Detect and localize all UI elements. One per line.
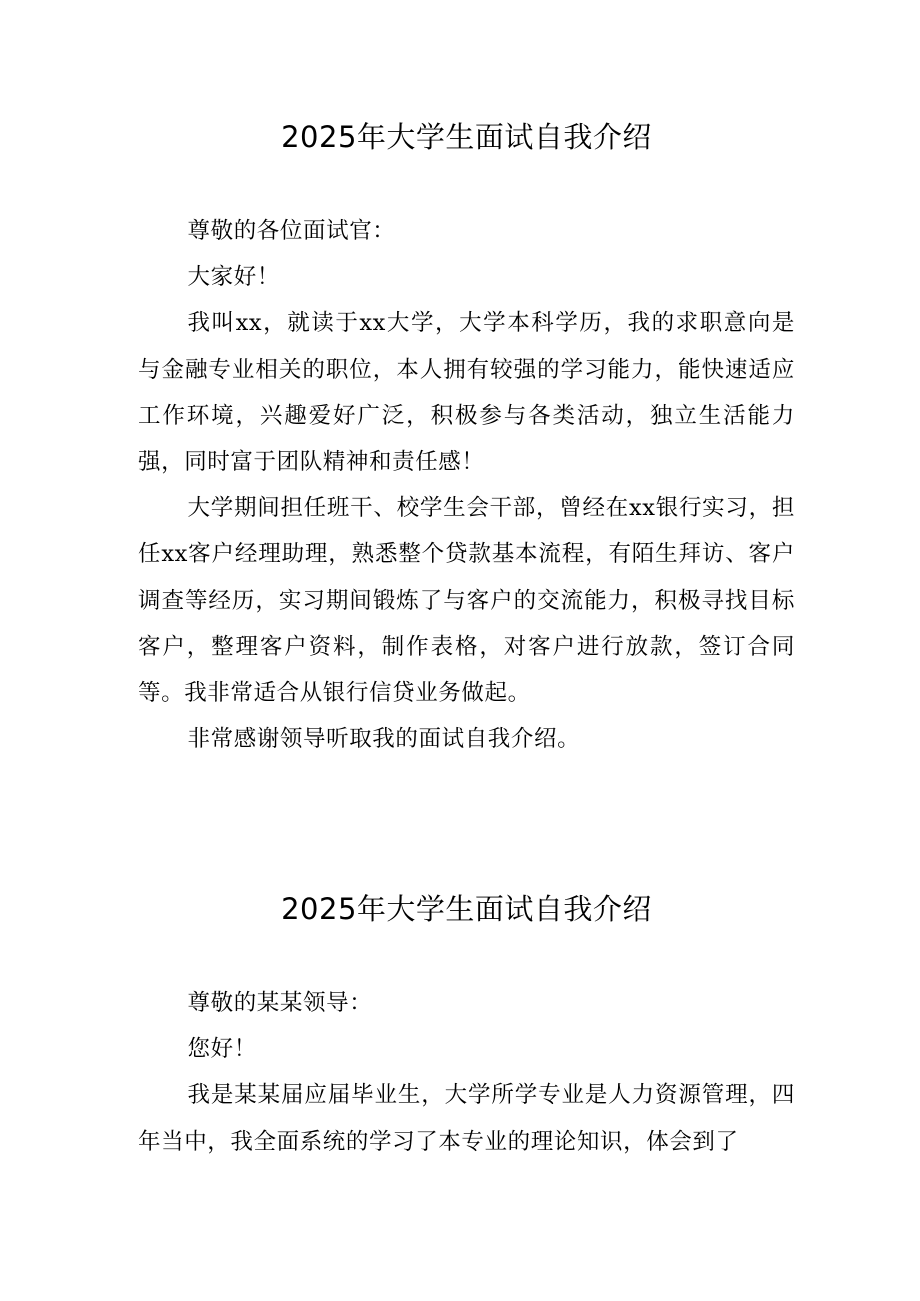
paragraph-experience: 大学期间担任班干、校学生会干部，曾经在xx银行实习，担任xx客户经理助理，熟悉整个贷款基本流程，有陌生拜访、客户调查等经历，实习期间锻炼了与客户的交流能力，积极寻找目标客户，整理客户资料，制作表格，对客户进行放款，签订合同等。我非常适合从银行信贷业务做起。 [138, 495, 795, 707]
document-body [138, 980, 795, 1165]
paragraph-introduction: 我叫xx，就读于xx大学，大学本科学历，我的求职意向是与金融专业相关的职位，本人拥有较强的学习能力，能快速适应工作环境，兴趣爱好广泛，积极参与各类活动，独立生活能力强，同时富于团队精神和责任感！ [138, 310, 795, 476]
section-1 [138, 114, 795, 762]
document-title: 2025年大学生面试自我介绍 [281, 120, 652, 154]
paragraph-introduction: 我是某某届应届毕业生，大学所学专业是人力资源管理，四年当中，我全面系统的学习了本专业的理论知识，体会到了 [138, 1082, 795, 1155]
greeting: 您好！ [187, 1036, 257, 1063]
section-2 [138, 886, 795, 1165]
document-body [138, 208, 795, 762]
salutation: 尊敬的某某领导： [187, 990, 373, 1016]
closing-thanks: 非常感谢领导听取我的面试自我介绍。 [187, 726, 581, 753]
salutation: 尊敬的各位面试官： [187, 218, 396, 244]
greeting: 大家好！ [187, 264, 280, 291]
document-title: 2025年大学生面试自我介绍 [281, 892, 652, 926]
